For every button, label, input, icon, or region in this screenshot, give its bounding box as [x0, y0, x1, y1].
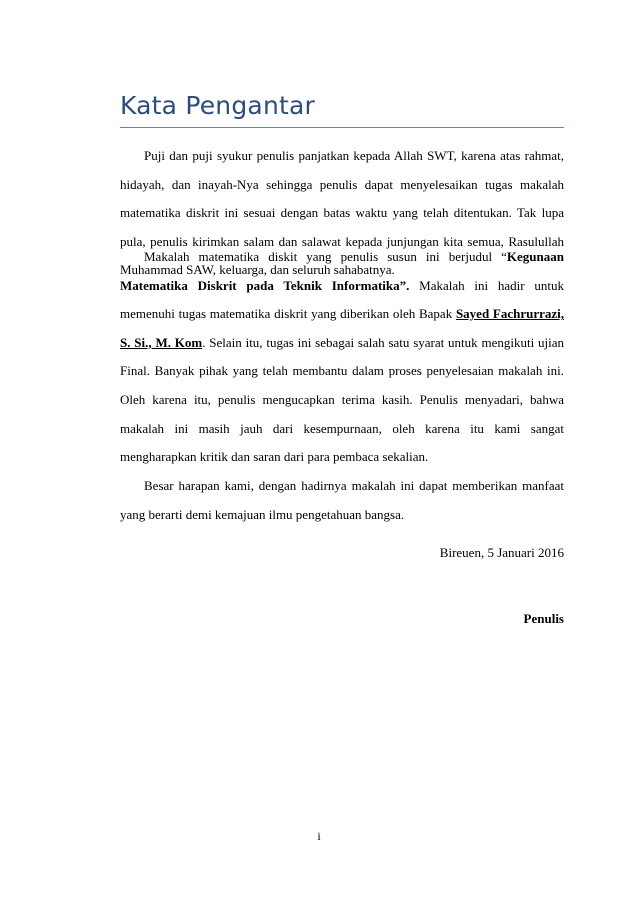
place-date: Bireuen, 5 Januari 2016 — [439, 545, 564, 560]
paragraph-1-text: Puji dan puji syukur penulis panjatkan kepada Allah SWT, karena atas rahmat, hidayah, dan inayah-Nya sehingga penulis dapat menyelesaikan tugas makalah matematika diskrit ini sesuai dengan batas waktu yang telah ditentukan. Tak lupa pula, penulis kirimkan salam dan salawat kepada junjungan kita semua, Rasulullah Muhammad SAW, keluarga, dan seluruh sahabatnya. — [120, 148, 564, 278]
paragraph-2 — [120, 243, 564, 472]
paragraph-3 — [120, 472, 564, 529]
author-signature: Penulis — [523, 611, 564, 626]
paper-title-bold: Kegunaan Matematika Diskrit pada Teknik Informatika”. — [120, 249, 564, 293]
paragraph-2-middle: Makalah ini hadir untuk memenuhi tugas matematika diskrit yang diberikan oleh Bapak — [120, 277, 564, 322]
page-number: i — [317, 829, 321, 843]
lecturer-name: Sayed Fachrurrazi, S. Si., M. Kom — [120, 306, 565, 350]
paragraph-2-rest: . Selain itu, tugas ini sebagai salah satu syarat untuk mengikuti ujian Final. Banyak pihak yang telah membantu dalam proses penyelesaian makalah ini. Oleh karena itu, penulis mengucapkan terima kasih. Penulis menyadari, bahwa makalah ini masih jauh dari kesempurnaan, oleh karena itu kami sangat mengharapkan kritik dan saran dari para pembaca sekalian. — [120, 334, 564, 465]
paragraph-3-text: Besar harapan kami, dengan hadirnya makalah ini dapat memberikan manfaat yang berarti demi kemajuan ilmu pengetahuan bangsa. — [120, 478, 564, 522]
paragraph-2-intro: Makalah matematika diskit yang penulis susun ini berjudul “ — [144, 249, 507, 264]
title-underline-rule — [120, 127, 564, 128]
page-title: Kata Pengantar — [120, 91, 315, 120]
